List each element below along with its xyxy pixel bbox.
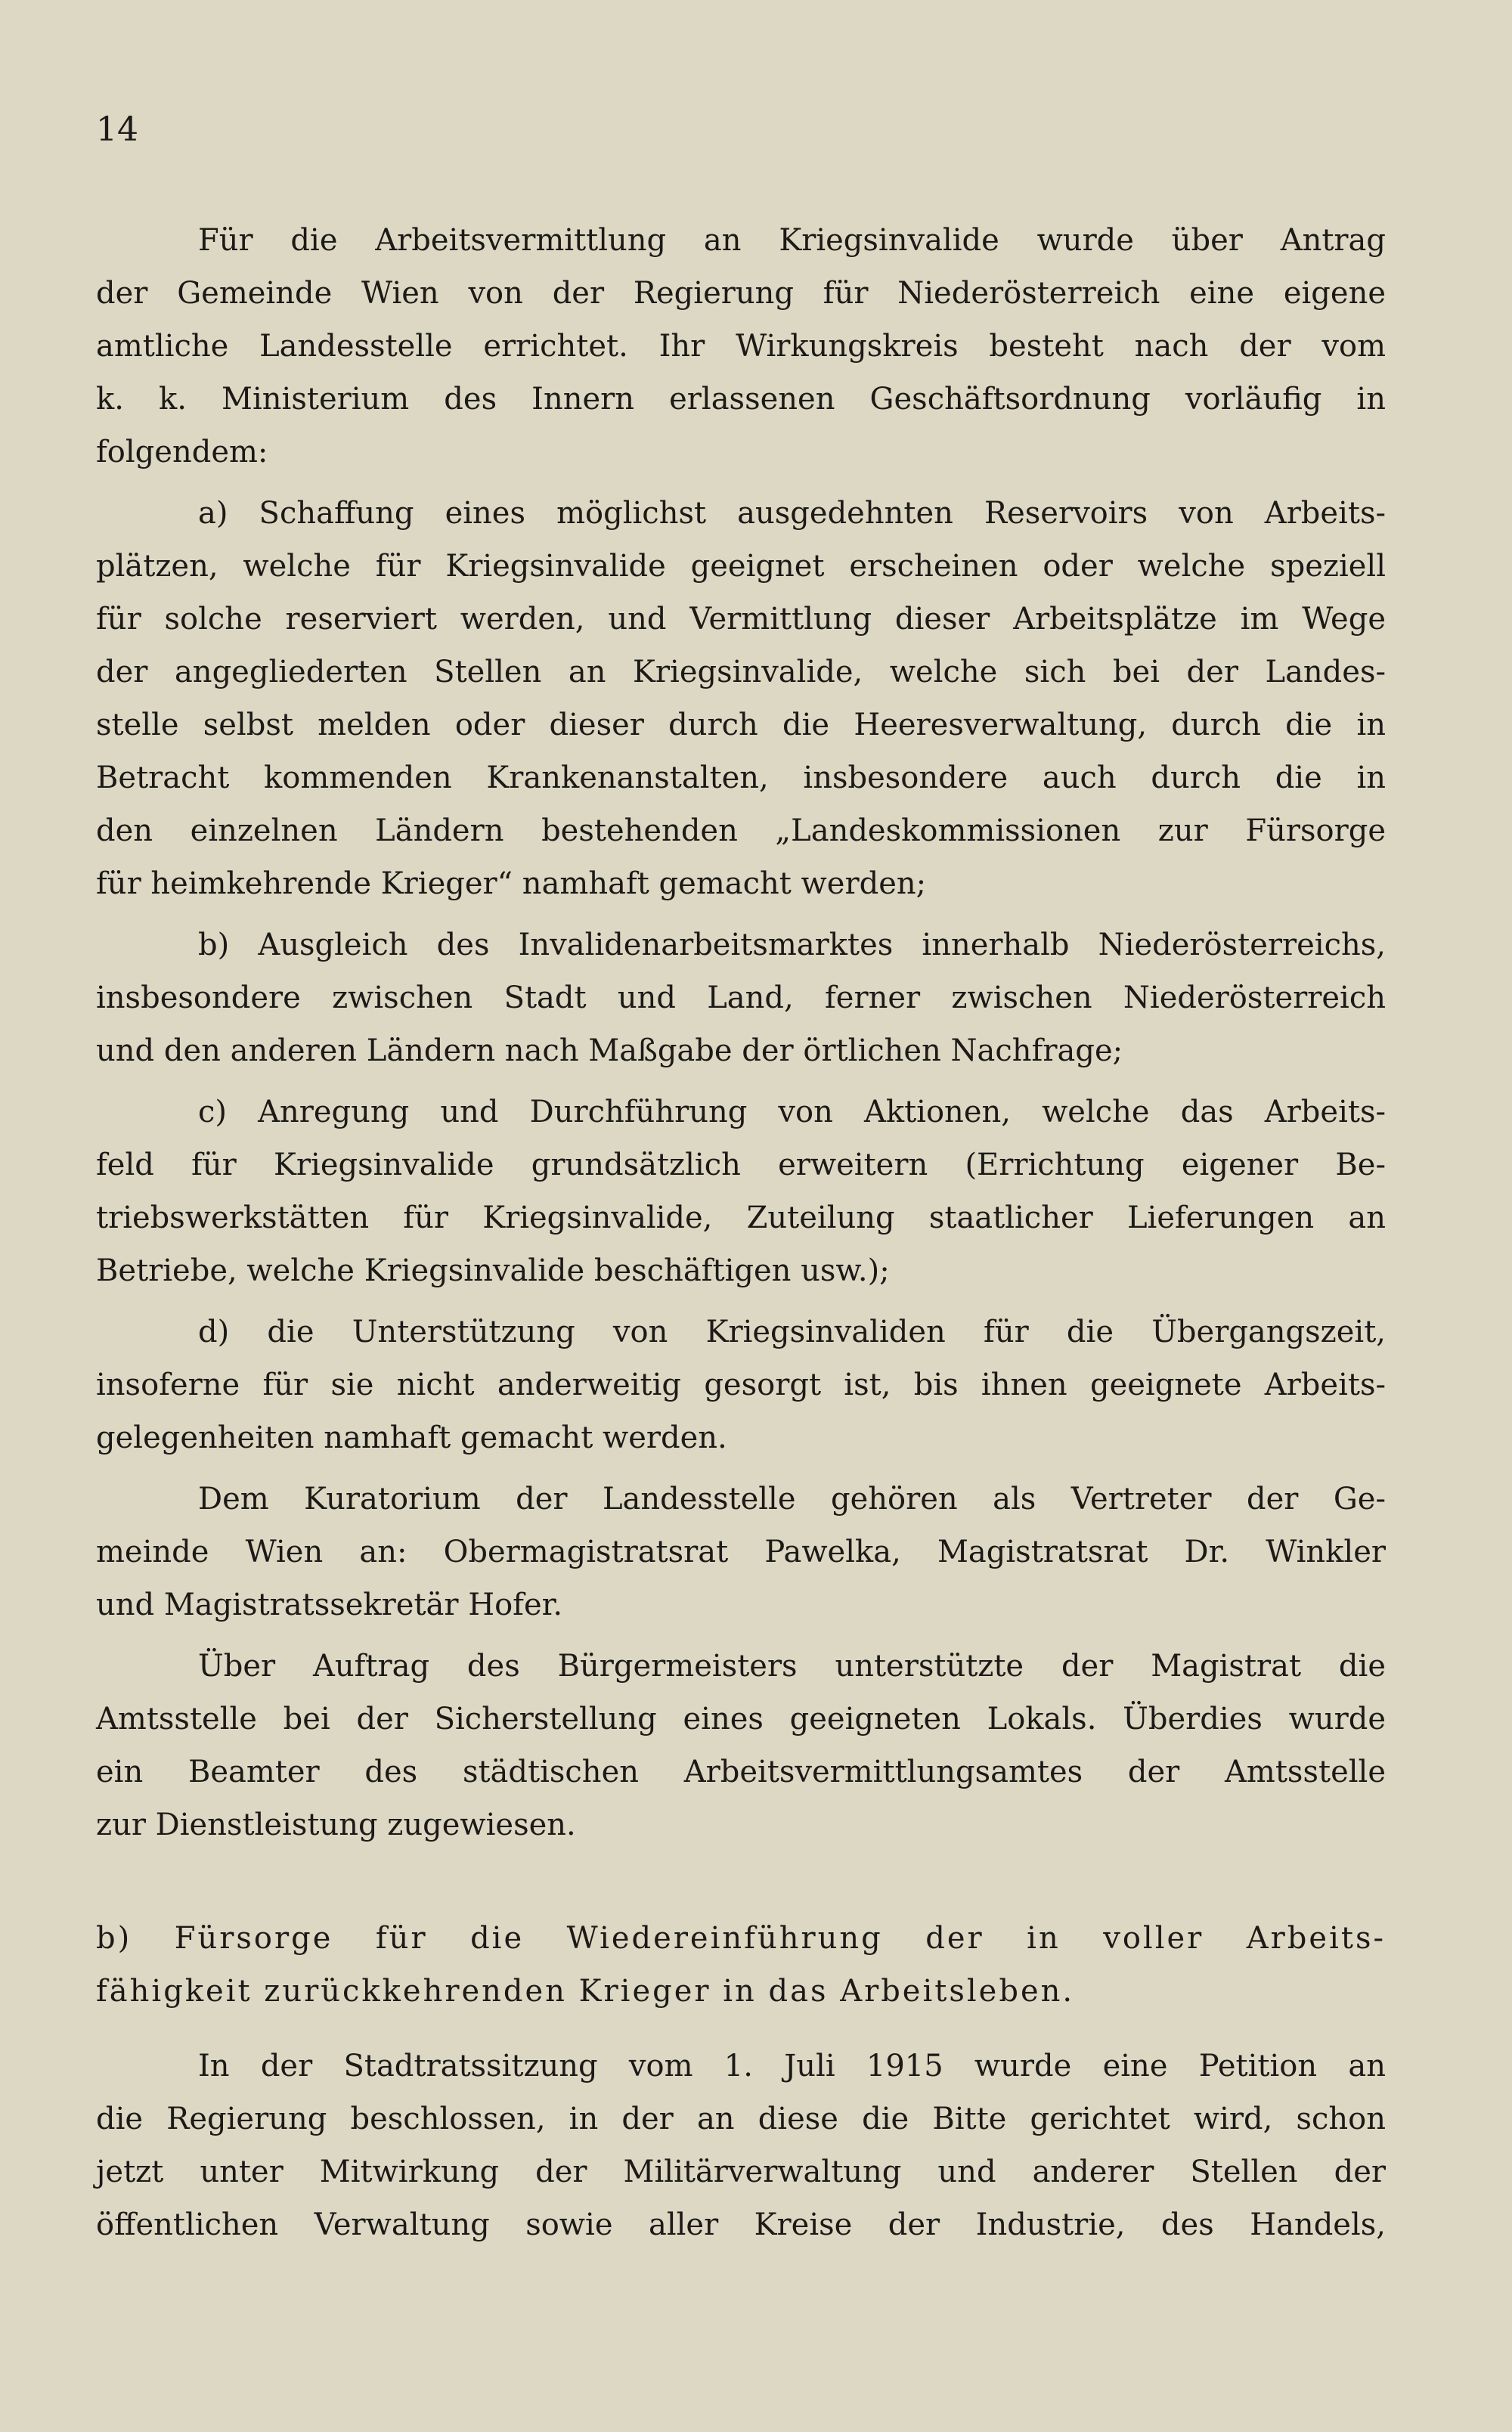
text-line: In der Stadtratssitzung vom 1. Juli 1915 wurde eine Petition an (198, 2049, 1386, 2083)
page-number: 14 (96, 110, 138, 149)
text-line: den einzelnen Ländern bestehenden „Landeskommissionen zur Fürsorge (96, 813, 1386, 848)
paragraph (96, 1086, 1386, 1297)
text-line: triebswerkstätten für Kriegsinvalide, Zuteilung staatlicher Lieferungen an (96, 1201, 1386, 1235)
text-line: ein Beamter des städtischen Arbeitsvermittlungsamtes der Amtsstelle (96, 1755, 1386, 1789)
text-line: b) Fürsorge für die Wiedereinführung der in voller Arbeits- (96, 1921, 1386, 1956)
text-line: insbesondere zwischen Stadt und Land, ferner zwischen Niederösterreich (96, 981, 1386, 1015)
document-page (96, 104, 1386, 2251)
text-line: c) Anregung und Durchführung von Aktionen, welche das Arbeits- (198, 1095, 1386, 1129)
text-line: gelegenheiten namhaft gemacht werden. (96, 1420, 727, 1455)
text-line: Dem Kuratorium der Landesstelle gehören als Vertreter der Ge- (198, 1482, 1386, 1517)
text-line: für heimkehrende Krieger“ namhaft gemacht werden; (96, 866, 927, 901)
paragraph (96, 2040, 1386, 2251)
text-line: und Magistratssekretär Hofer. (96, 1588, 563, 1622)
text-line: jetzt unter Mitwirkung der Militärverwaltung und anderer Stellen der (96, 2155, 1386, 2189)
text-line: feld für Kriegsinvalide grundsätzlich erweitern (Errichtung eigener Be- (96, 1148, 1386, 1182)
text-line: Betracht kommenden Krankenanstalten, insbesondere auch durch die in (96, 761, 1386, 795)
section-heading (96, 1912, 1386, 2018)
paragraph (96, 919, 1386, 1077)
text-line: k. k. Ministerium des Innern erlassenen Geschäftsordnung vorläufig in (96, 382, 1386, 417)
text-line: meinde Wien an: Obermagistratsrat Pawelka, Magistratsrat Dr. Winkler (96, 1535, 1386, 1569)
paragraph (96, 1640, 1386, 1851)
text-line: Betriebe, welche Kriegsinvalide beschäftigen usw.); (96, 1253, 890, 1288)
text-line: a) Schaffung eines möglichst ausgedehnten Reservoirs von Arbeits- (198, 496, 1386, 531)
text-line: b) Ausgleich des Invalidenarbeitsmarktes innerhalb Niederösterreichs, (198, 928, 1386, 962)
text-line: stelle selbst melden oder dieser durch die Heeresverwaltung, durch die in (96, 708, 1386, 742)
text-line: insoferne für sie nicht anderweitig gesorgt ist, bis ihnen geeignete Arbeits- (96, 1368, 1386, 1402)
text-line: die Regierung beschlossen, in der an diese die Bitte gerichtet wird, schon (96, 2102, 1386, 2136)
text-line: plätzen, welche für Kriegsinvalide geeignet erscheinen oder welche speziell (96, 549, 1386, 584)
text-line: Für die Arbeitsvermittlung an Kriegsinvalide wurde über Antrag (198, 223, 1386, 258)
text-line: und den anderen Ländern nach Maßgabe der örtlichen Nachfrage; (96, 1033, 1123, 1068)
text-line: Über Auftrag des Bürgermeisters unterstützte der Magistrat die (198, 1649, 1386, 1684)
page-body (96, 214, 1386, 2251)
text-line: für solche reserviert werden, und Vermittlung dieser Arbeitsplätze im Wege (96, 602, 1386, 637)
paragraph (96, 487, 1386, 910)
paragraph (96, 1473, 1386, 1631)
text-line: amtliche Landesstelle errichtet. Ihr Wirkungskreis besteht nach der vom (96, 329, 1386, 364)
text-line: zur Dienstleistung zugewiesen. (96, 1808, 576, 1842)
text-line: der Gemeinde Wien von der Regierung für Niederösterreich eine eigene (96, 276, 1386, 311)
paragraph (96, 1306, 1386, 1464)
text-line: folgendem: (96, 435, 268, 469)
paragraph (96, 214, 1386, 479)
text-line: öffentlichen Verwaltung sowie aller Kreise der Industrie, des Handels, (96, 2207, 1386, 2242)
text-line: der angegliederten Stellen an Kriegsinvalide, welche sich bei der Landes- (96, 655, 1386, 689)
text-line: fähigkeit zurückkehrenden Krieger in das Arbeitsleben. (96, 1974, 1075, 2009)
text-line: Amtsstelle bei der Sicherstellung eines geeigneten Lokals. Überdies wurde (96, 1702, 1386, 1736)
text-line: d) die Unterstützung von Kriegsinvaliden für die Übergangszeit, (198, 1315, 1386, 1349)
